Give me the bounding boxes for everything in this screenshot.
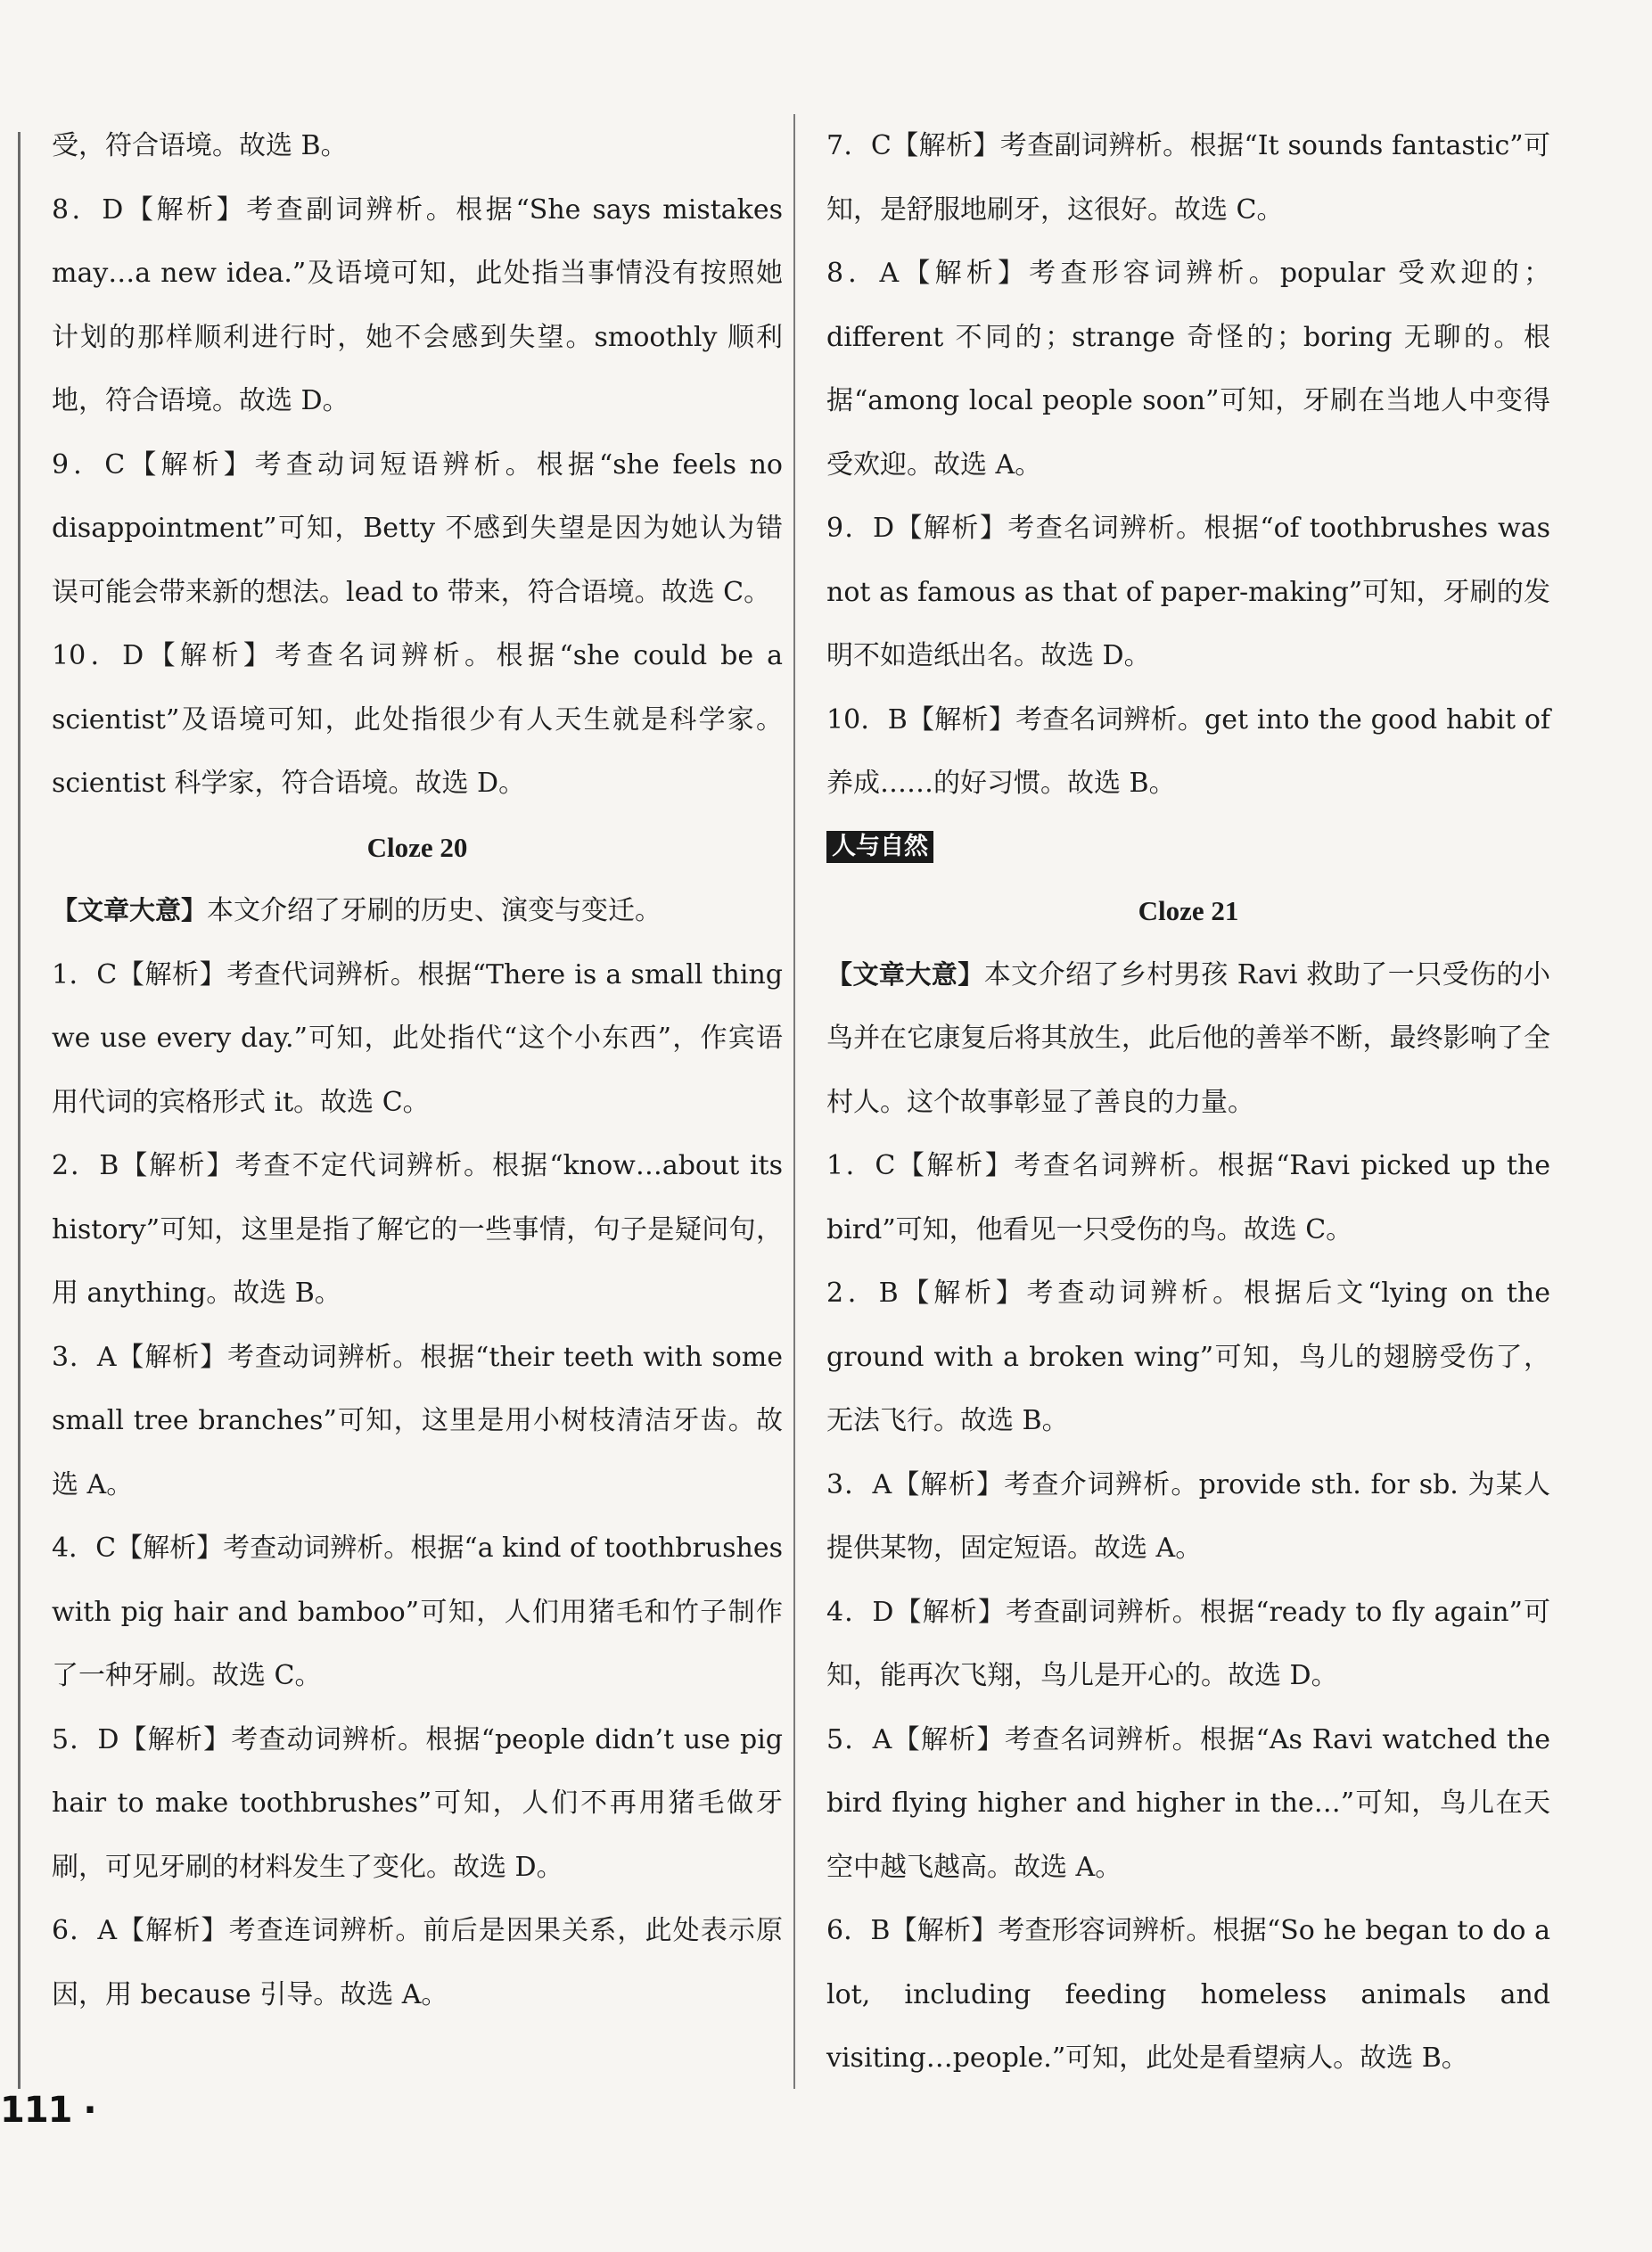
continued-answer: 受，符合语境。故选 B。: [52, 130, 348, 161]
answer-item: 5．A【解析】考查名词辨析。根据“As Ravi watched the bird flying higher and higher in the…”可知，鸟儿在天空中越飞越高。故选 A。: [826, 1723, 1550, 1883]
article-summary: [52, 879, 783, 943]
summary-label: 【文章大意】: [826, 958, 984, 990]
summary-text: 本文介绍了乡村男孩 Ravi 救助了一只受伤的小鸟并在它康复后将其放生，此后他的善举不断，最终影响了全村人。这个故事彰显了善良的力量。: [826, 958, 1550, 1118]
answer-item: 7．C【解析】考查副词辨析。根据“It sounds fantastic”可知，是舒服地刷牙，这很好。故选 C。: [826, 130, 1550, 226]
answer-item: 4．C【解析】考查动词辨析。根据“a kind of toothbrushes with pig hair and bamboo”可知，人们用猪毛和竹子制作了一种牙刷。故选 C。: [52, 1533, 783, 1691]
left-margin-rule: [18, 132, 21, 2089]
answer-item: 1．C【解析】考查代词辨析。根据“There is a small thing we use every day.”可知，此处指代“这个小东西”，作宾语用代词的宾格形式 it。故选 C。: [52, 958, 783, 1118]
summary-text: 本文介绍了牙刷的历史、演变与变迁。: [207, 895, 662, 926]
answer-item: 2．B【解析】考查动词辨析。根据后文“lying on the ground with a broken wing”可知，鸟儿的翅膀受伤了，无法飞行。故选 B。: [826, 1278, 1550, 1436]
answer-item: 2．B【解析】考查不定代词辨析。根据“know…about its history”可知，这里是指了解它的一些事情，句子是疑问句，用 anything。故选 B。: [52, 1150, 783, 1309]
answer-item: 6．A【解析】考查连词辨析。前后是因果关系，此处表示原因，用 because 引导。故选 A。: [52, 1915, 783, 2010]
cloze-21-title: Cloze 21: [1138, 895, 1239, 926]
section-tag-line: [826, 816, 1550, 880]
answer-item: 8．D【解析】考查副词辨析。根据“She says mistakes may…a new idea.”及语境可知，此处指当事情没有按照她计划的那样顺利进行时，她不会感到失望。smoothly 顺利地，符合语境。故选 D。: [52, 193, 783, 416]
page-number: 111 ·: [0, 2090, 96, 2131]
cloze-20-title: Cloze 20: [366, 831, 468, 863]
answer-item: 6．B【解析】考查形容词辨析。根据“So he began to do a lot, including feeding homeless animals and visiting…people.”可知，此处是看望病人。故选 B。: [826, 1915, 1550, 2074]
answer-item: 8．A【解析】考查形容词辨析。popular 受欢迎的；different 不同的；strange 奇怪的；boring 无聊的。根据“among local people soon”可知，牙刷在当地人中变得受欢迎。故选 A。: [826, 258, 1550, 481]
right-column: [826, 114, 1550, 2091]
answer-item: 5．D【解析】考查动词辨析。根据“people didn’t use pig hair to make toothbrushes”可知，人们不再用猪毛做牙刷，可见牙刷的材料发生了变化。故选 D。: [52, 1723, 783, 1883]
answer-item: 1．C【解析】考查名词辨析。根据“Ravi picked up the bird”可知，他看见一只受伤的鸟。故选 C。: [826, 1150, 1550, 1245]
answer-item: 9．C【解析】考查动词短语辨析。根据“she feels no disappointment”可知，Betty 不感到失望是因为她认为错误可能会带来新的想法。lead to 带来，符合语境。故选 C。: [52, 448, 783, 608]
answer-item: 4．D【解析】考查副词辨析。根据“ready to fly again”可知，能再次飞翔，鸟儿是开心的。故选 D。: [826, 1596, 1550, 1691]
left-column: [52, 114, 783, 2026]
answer-item: 3．A【解析】考查动词辨析。根据“their teeth with some small tree branches”可知，这里是用小树枝清洁牙齿。故选 A。: [52, 1341, 783, 1500]
section-tag: 人与自然: [826, 831, 933, 863]
column-divider: [793, 114, 795, 2089]
answer-item: 10．B【解析】考查名词辨析。get into the good habit of 养成……的好习惯。故选 B。: [826, 703, 1550, 799]
answer-item: 9．D【解析】考查名词辨析。根据“of toothbrushes was not as famous as that of paper-making”可知，牙刷的发明不如造纸出名。故选 D。: [826, 513, 1550, 671]
article-summary: [826, 943, 1550, 1135]
answer-item: 10．D【解析】考查名词辨析。根据“she could be a scientist”及语境可知，此处指很少有人天生就是科学家。scientist 科学家，符合语境。故选 D。: [52, 640, 783, 799]
summary-label: 【文章大意】: [52, 895, 208, 925]
answer-item: 3．A【解析】考查介词辨析。provide sth. for sb. 为某人提供某物，固定短语。故选 A。: [826, 1468, 1550, 1564]
